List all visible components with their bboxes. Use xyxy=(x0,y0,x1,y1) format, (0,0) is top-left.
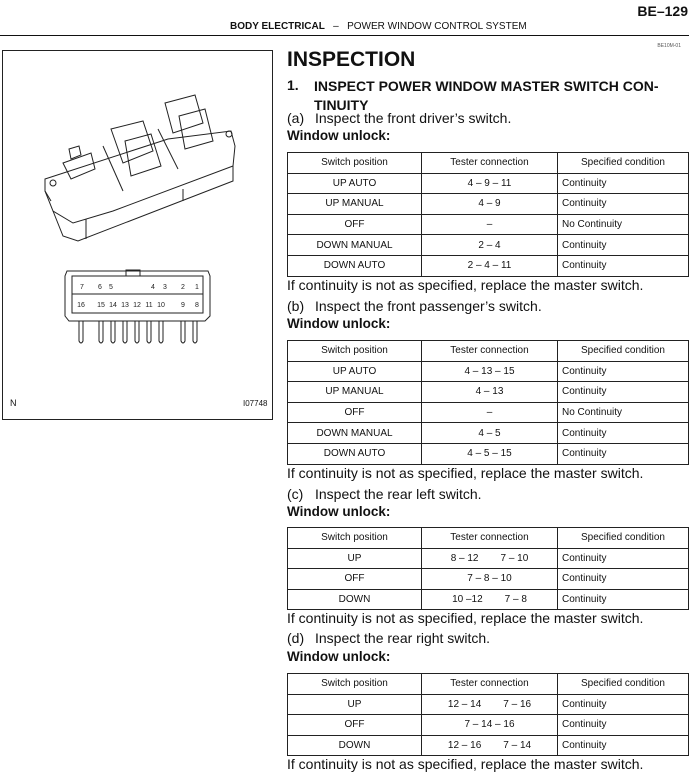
specified-condition-cell: Continuity xyxy=(558,694,689,715)
replacement-note: If continuity is not as specified, replace the master switch. xyxy=(287,756,644,772)
tester-connection-cell xyxy=(422,443,558,464)
switch-position-cell: UP AUTO xyxy=(288,361,422,382)
tester-connection-value: 7 – 10 xyxy=(500,552,529,564)
column-header: Tester connection xyxy=(422,528,558,549)
connector-pin-label: 14 xyxy=(109,302,117,309)
column-header: Specified condition xyxy=(558,528,689,549)
continuity-table xyxy=(287,673,689,756)
connector-pin-label: 5 xyxy=(109,284,113,291)
tester-connection-value: 4 – 5 – 15 xyxy=(467,448,512,460)
tester-connection-value: 2 – 4 xyxy=(478,239,501,251)
specified-condition-cell: Continuity xyxy=(558,589,689,610)
switch-position-cell: DOWN MANUAL xyxy=(288,423,422,444)
switch-position-cell: DOWN xyxy=(288,735,422,756)
instruction-text: Inspect the front driver’s switch. xyxy=(315,110,512,126)
table-row xyxy=(288,361,689,382)
tester-connection-value: 7 – 14 xyxy=(503,740,532,752)
switch-position-cell: UP xyxy=(288,694,422,715)
tester-connection-cell xyxy=(422,214,558,235)
instruction-line xyxy=(287,486,482,502)
table-row xyxy=(288,569,689,590)
instruction-text: Inspect the rear left switch. xyxy=(315,486,482,502)
connector-pin-label: 10 xyxy=(157,302,165,309)
specified-condition-cell: Continuity xyxy=(558,382,689,403)
tester-connection-value: 12 – 14 xyxy=(447,698,482,710)
page-title: INSPECTION xyxy=(287,48,416,71)
table-row xyxy=(288,382,689,403)
continuity-table xyxy=(287,340,689,465)
table-row xyxy=(288,443,689,464)
column-header: Tester connection xyxy=(422,341,558,362)
table-row xyxy=(288,715,689,736)
specified-condition-cell: Continuity xyxy=(558,361,689,382)
column-header: Switch position xyxy=(288,341,422,362)
figure-id: I07748 xyxy=(243,399,268,408)
column-header: Switch position xyxy=(288,153,422,174)
tester-connection-value: 4 – 9 – 11 xyxy=(467,177,512,189)
specified-condition-cell: No Continuity xyxy=(558,402,689,423)
tester-connection-value: 7 – 8 – 10 xyxy=(467,573,512,585)
table-row xyxy=(288,255,689,276)
tester-connection-cell xyxy=(422,194,558,215)
tester-connection-value: 2 – 4 – 11 xyxy=(467,260,512,272)
tester-connection-value: 10 –12 xyxy=(452,594,483,606)
tester-connection-value: – xyxy=(486,219,493,231)
tester-connection-value: 12 – 16 xyxy=(447,740,482,752)
tester-connection-cell xyxy=(422,235,558,256)
tester-connection-cell xyxy=(422,361,558,382)
table-row xyxy=(288,402,689,423)
doc-code: BE10M-01 xyxy=(657,43,681,49)
table-row xyxy=(288,173,689,194)
table-subtitle: Window unlock: xyxy=(287,504,391,519)
instruction-label: (b) xyxy=(287,298,305,314)
tester-connection-cell xyxy=(422,694,558,715)
specified-condition-cell: Continuity xyxy=(558,443,689,464)
connector-pin-label: 2 xyxy=(181,284,185,291)
switch-position-cell: UP MANUAL xyxy=(288,194,422,215)
instruction-text: Inspect the rear right switch. xyxy=(315,630,491,646)
table-row xyxy=(288,235,689,256)
tester-connection-cell xyxy=(422,423,558,444)
continuity-table xyxy=(287,152,689,277)
tester-connection-value: 7 – 14 – 16 xyxy=(464,719,515,731)
table-subtitle: Window unlock: xyxy=(287,316,391,331)
instruction-text: Inspect the front passenger’s switch. xyxy=(315,298,542,314)
table-row xyxy=(288,194,689,215)
tester-connection-cell xyxy=(422,735,558,756)
step-number: 1. xyxy=(287,77,299,93)
tester-connection-cell xyxy=(422,589,558,610)
table-subtitle: Window unlock: xyxy=(287,128,391,143)
column-header: Tester connection xyxy=(422,674,558,695)
column-header: Specified condition xyxy=(558,341,689,362)
replacement-note: If continuity is not as specified, replace the master switch. xyxy=(287,610,644,626)
table-row xyxy=(288,548,689,569)
tester-connection-value: – xyxy=(486,407,493,419)
table-row xyxy=(288,214,689,235)
tester-connection-cell xyxy=(422,173,558,194)
switch-position-cell: OFF xyxy=(288,715,422,736)
specified-condition-cell: Continuity xyxy=(558,255,689,276)
tester-connection-cell xyxy=(422,548,558,569)
header-separator: – xyxy=(333,21,339,32)
connector-pin-label: 8 xyxy=(195,302,199,309)
replacement-note: If continuity is not as specified, replace the master switch. xyxy=(287,465,644,481)
switch-position-cell: OFF xyxy=(288,569,422,590)
instruction-line xyxy=(287,630,490,646)
instruction-label: (c) xyxy=(287,486,304,502)
continuity-table xyxy=(287,527,689,610)
specified-condition-cell: No Continuity xyxy=(558,214,689,235)
switch-position-cell: DOWN xyxy=(288,589,422,610)
table-row xyxy=(288,694,689,715)
connector-pin-label: 13 xyxy=(121,302,129,309)
connector-pin-label: 12 xyxy=(133,302,141,309)
running-header xyxy=(230,21,527,32)
column-header: Switch position xyxy=(288,528,422,549)
instruction-line xyxy=(287,298,542,314)
table-header-row xyxy=(288,153,689,174)
switch-position-cell: UP MANUAL xyxy=(288,382,422,403)
switch-position-cell: DOWN AUTO xyxy=(288,443,422,464)
specified-condition-cell: Continuity xyxy=(558,423,689,444)
column-header: Tester connection xyxy=(422,153,558,174)
specified-condition-cell: Continuity xyxy=(558,235,689,256)
instruction-label: (d) xyxy=(287,630,305,646)
figure-box xyxy=(2,50,273,420)
column-header: Specified condition xyxy=(558,153,689,174)
table-header-row xyxy=(288,528,689,549)
switch-position-cell: DOWN MANUAL xyxy=(288,235,422,256)
tester-connection-cell xyxy=(422,569,558,590)
switch-position-cell: OFF xyxy=(288,402,422,423)
page-number: BE–129 xyxy=(637,3,688,19)
column-header: Specified condition xyxy=(558,674,689,695)
specified-condition-cell: Continuity xyxy=(558,194,689,215)
step-heading: INSPECT POWER WINDOW MASTER SWITCH CON-TINUITY xyxy=(314,78,659,113)
connector-pin-label: 16 xyxy=(77,302,85,309)
table-subtitle: Window unlock: xyxy=(287,649,391,664)
connector-pin-label: 3 xyxy=(163,284,167,291)
connector-pin-labels xyxy=(3,51,272,419)
specified-condition-cell: Continuity xyxy=(558,715,689,736)
specified-condition-cell: Continuity xyxy=(558,569,689,590)
switch-position-cell: DOWN AUTO xyxy=(288,255,422,276)
connector-pin-label: 1 xyxy=(195,284,199,291)
tester-connection-cell xyxy=(422,715,558,736)
table-row xyxy=(288,423,689,444)
specified-condition-cell: Continuity xyxy=(558,173,689,194)
tester-connection-value: 4 – 5 xyxy=(478,427,501,439)
switch-position-cell: UP AUTO xyxy=(288,173,422,194)
tester-connection-value: 4 – 13 xyxy=(475,386,504,398)
section-name: BODY ELECTRICAL xyxy=(230,21,325,32)
instruction-label: (a) xyxy=(287,110,305,126)
table-header-row xyxy=(288,341,689,362)
tester-connection-value: 8 – 12 xyxy=(450,552,479,564)
connector-pin-label: 4 xyxy=(151,284,155,291)
connector-pin-label: 7 xyxy=(80,284,84,291)
replacement-note: If continuity is not as specified, replace the master switch. xyxy=(287,277,644,293)
tester-connection-value: 4 – 13 – 15 xyxy=(464,365,515,377)
table-row xyxy=(288,735,689,756)
header-rule xyxy=(0,35,689,36)
table-header-row xyxy=(288,674,689,695)
column-header: Switch position xyxy=(288,674,422,695)
switch-position-cell: OFF xyxy=(288,214,422,235)
connector-pin-label: 9 xyxy=(181,302,185,309)
specified-condition-cell: Continuity xyxy=(558,548,689,569)
tester-connection-value: 7 – 16 xyxy=(503,698,532,710)
tester-connection-cell xyxy=(422,402,558,423)
connector-pin-label: 11 xyxy=(145,302,153,309)
tester-connection-cell xyxy=(422,382,558,403)
tester-connection-value: 4 – 9 xyxy=(478,198,501,210)
specified-condition-cell: Continuity xyxy=(558,735,689,756)
tester-connection-cell xyxy=(422,255,558,276)
subsection-name: POWER WINDOW CONTROL SYSTEM xyxy=(347,21,527,32)
tester-connection-value: 7 – 8 xyxy=(504,594,527,606)
instruction-line xyxy=(287,110,511,126)
connector-pin-label: 6 xyxy=(98,284,102,291)
connector-pin-label: 15 xyxy=(97,302,105,309)
switch-position-cell: UP xyxy=(288,548,422,569)
table-row xyxy=(288,589,689,610)
figure-corner-label: N xyxy=(10,398,17,408)
